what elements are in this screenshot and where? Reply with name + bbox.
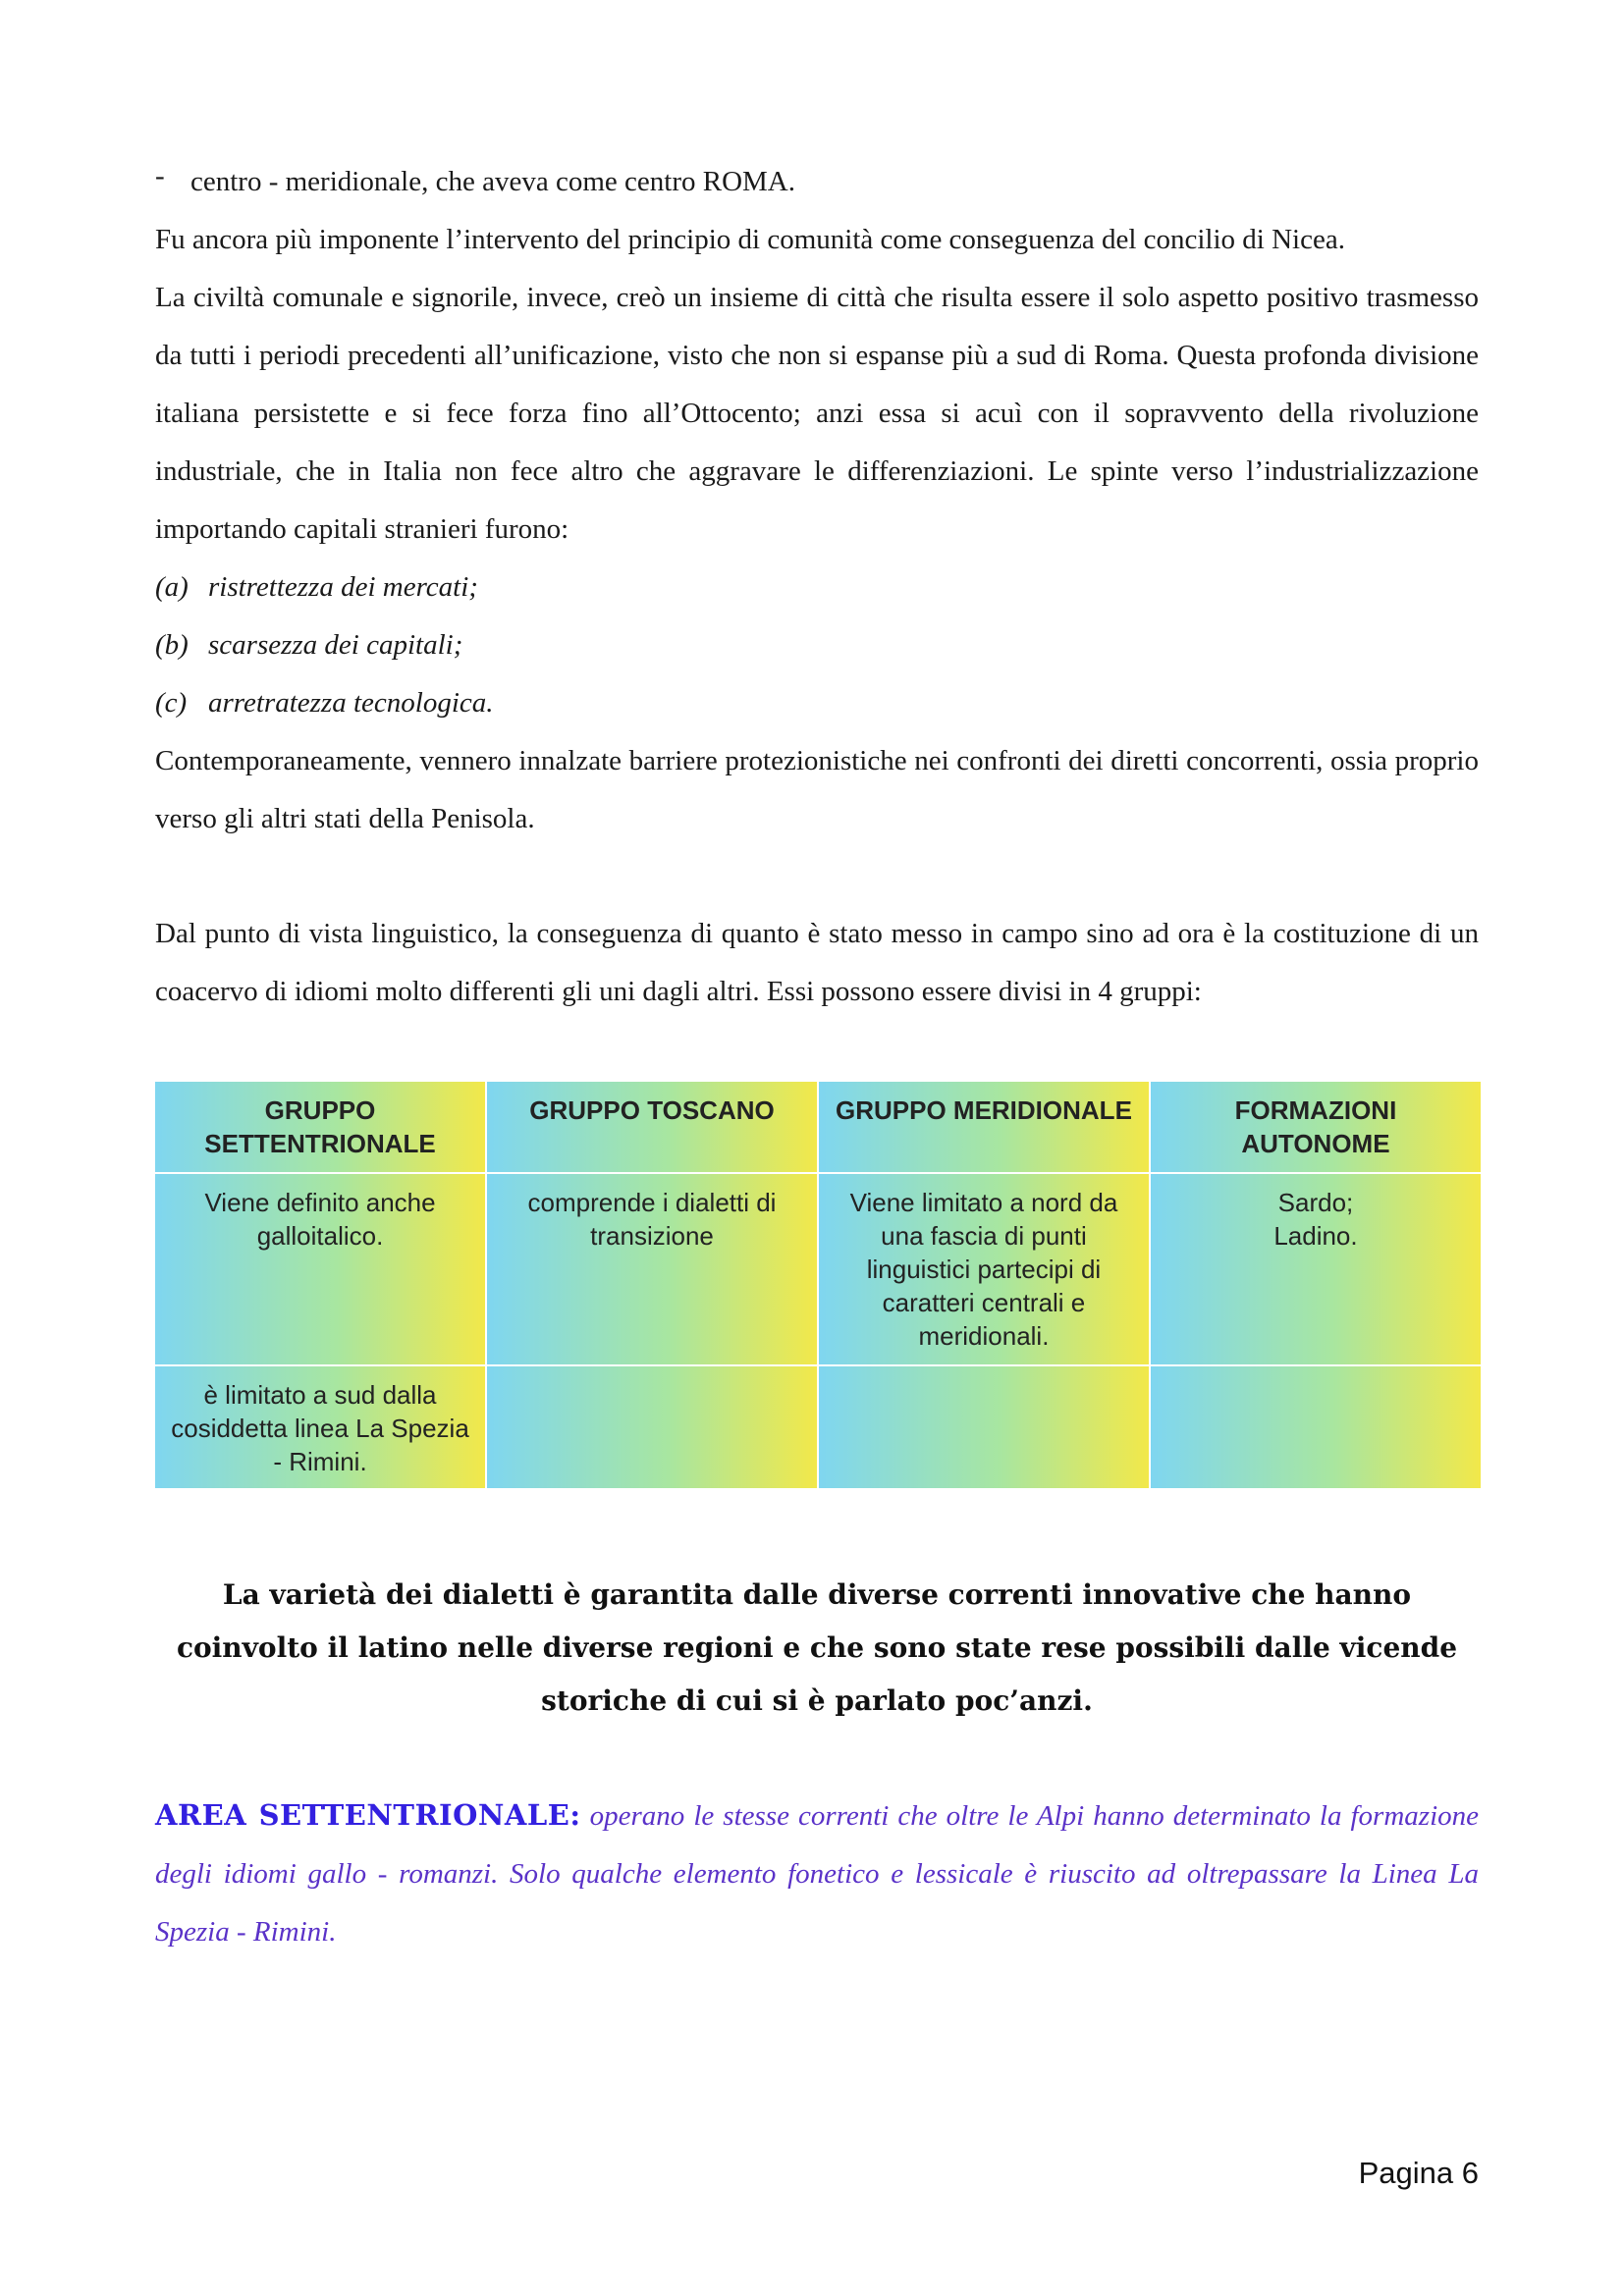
table-cell: Sardo; Ladino.	[1150, 1173, 1481, 1365]
list-item	[155, 674, 1479, 732]
table-header-cell: FORMAZIONI AUTONOME	[1150, 1082, 1481, 1173]
list-item-label: (b)	[155, 629, 189, 661]
table-cell: è limitato a sud dalla cosiddetta linea La Spezia - Rimini.	[155, 1365, 486, 1489]
list-item-label: (a)	[155, 571, 189, 603]
table-cell: Viene limitato a nord da una fascia di punti linguistici partecipi di caratteri centrali e meridionali.	[818, 1173, 1150, 1365]
table-row	[155, 1365, 1481, 1489]
table-header-row	[155, 1082, 1481, 1173]
area-text: operano le stesse correnti che oltre le Alpi hanno determinato la formazione degli idiomi gallo - romanzi. Solo qualche elemento fonetico e lessicale è riuscito ad oltrepassare la Linea La Spezia - Rimini.	[155, 1800, 1480, 1948]
bullet-text: centro - meridionale, che aveva come centro ROMA.	[190, 166, 795, 197]
list-item-text: scarsezza dei capitali;	[208, 629, 463, 661]
page-content	[155, 153, 1479, 1961]
dash-bullet: -	[155, 160, 165, 191]
area-title: AREA SETTENTRIONALE:	[155, 1798, 581, 1832]
list-item	[155, 559, 1479, 616]
table-header-cell: GRUPPO MERIDIONALE	[818, 1082, 1150, 1173]
table-header-cell: GRUPPO SETTENTRIONALE	[155, 1082, 486, 1173]
bold-statement: La varietà dei dialetti è garantita dalle diverse correnti innovative che hanno coinvolto il latino nelle diverse regioni e che sono state rese possibili dalle vicende storiche di cui si è parlato poc’anzi.	[176, 1578, 1458, 1717]
paragraph-civilta-comunale: La civiltà comunale e signorile, invece, creò un insieme di città che risulta essere il solo aspetto positivo trasmesso da tutti i periodi precedenti all’unificazione, visto che non si espanse più a sud di Roma. Questa profonda divisione italiana persistette e si fece forza fino all’Ottocento; anzi essa si acuì con il sopravvento della rivoluzione industriale, che in Italia non fece altro che aggravare le differenziazioni. Le spinte verso l’industrializzazione importando capitali stranieri furono:	[155, 282, 1479, 545]
table-cell	[486, 1365, 818, 1489]
list-item	[155, 616, 1479, 674]
table-cell	[1150, 1365, 1481, 1489]
list-item-text: ristrettezza dei mercati;	[208, 571, 478, 603]
page-number: Pagina 6	[1358, 2156, 1479, 2190]
bullet-paragraph	[155, 153, 1479, 211]
list-item-label: (c)	[155, 687, 188, 719]
paragraph-nicea: Fu ancora più imponente l’intervento del principio di comunità come conseguenza del concilio di Nicea.	[155, 224, 1345, 255]
list-item-text: arretratezza tecnologica.	[208, 687, 494, 719]
dialect-groups-table	[155, 1082, 1481, 1490]
spacer	[155, 848, 1479, 905]
table-cell: Viene definito anche galloitalico.	[155, 1173, 486, 1365]
paragraph-barriere: Contemporaneamente, vennero innalzate barriere protezionistiche nei confronti dei diretti concorrenti, ossia proprio verso gli altri stati della Penisola.	[155, 745, 1479, 834]
table-cell	[818, 1365, 1150, 1489]
table-row	[155, 1173, 1481, 1365]
table-header-cell: GRUPPO TOSCANO	[486, 1082, 818, 1173]
table-cell: comprende i dialetti di transizione	[486, 1173, 818, 1365]
area-settentrionale-paragraph	[155, 1787, 1479, 1961]
paragraph-linguistico: Dal punto di vista linguistico, la conseguenza di quanto è stato messo in campo sino ad ora è la costituzione di un coacervo di idiomi molto differenti gli uni dagli altri. Essi possono essere divisi in 4 gruppi:	[155, 918, 1479, 1007]
